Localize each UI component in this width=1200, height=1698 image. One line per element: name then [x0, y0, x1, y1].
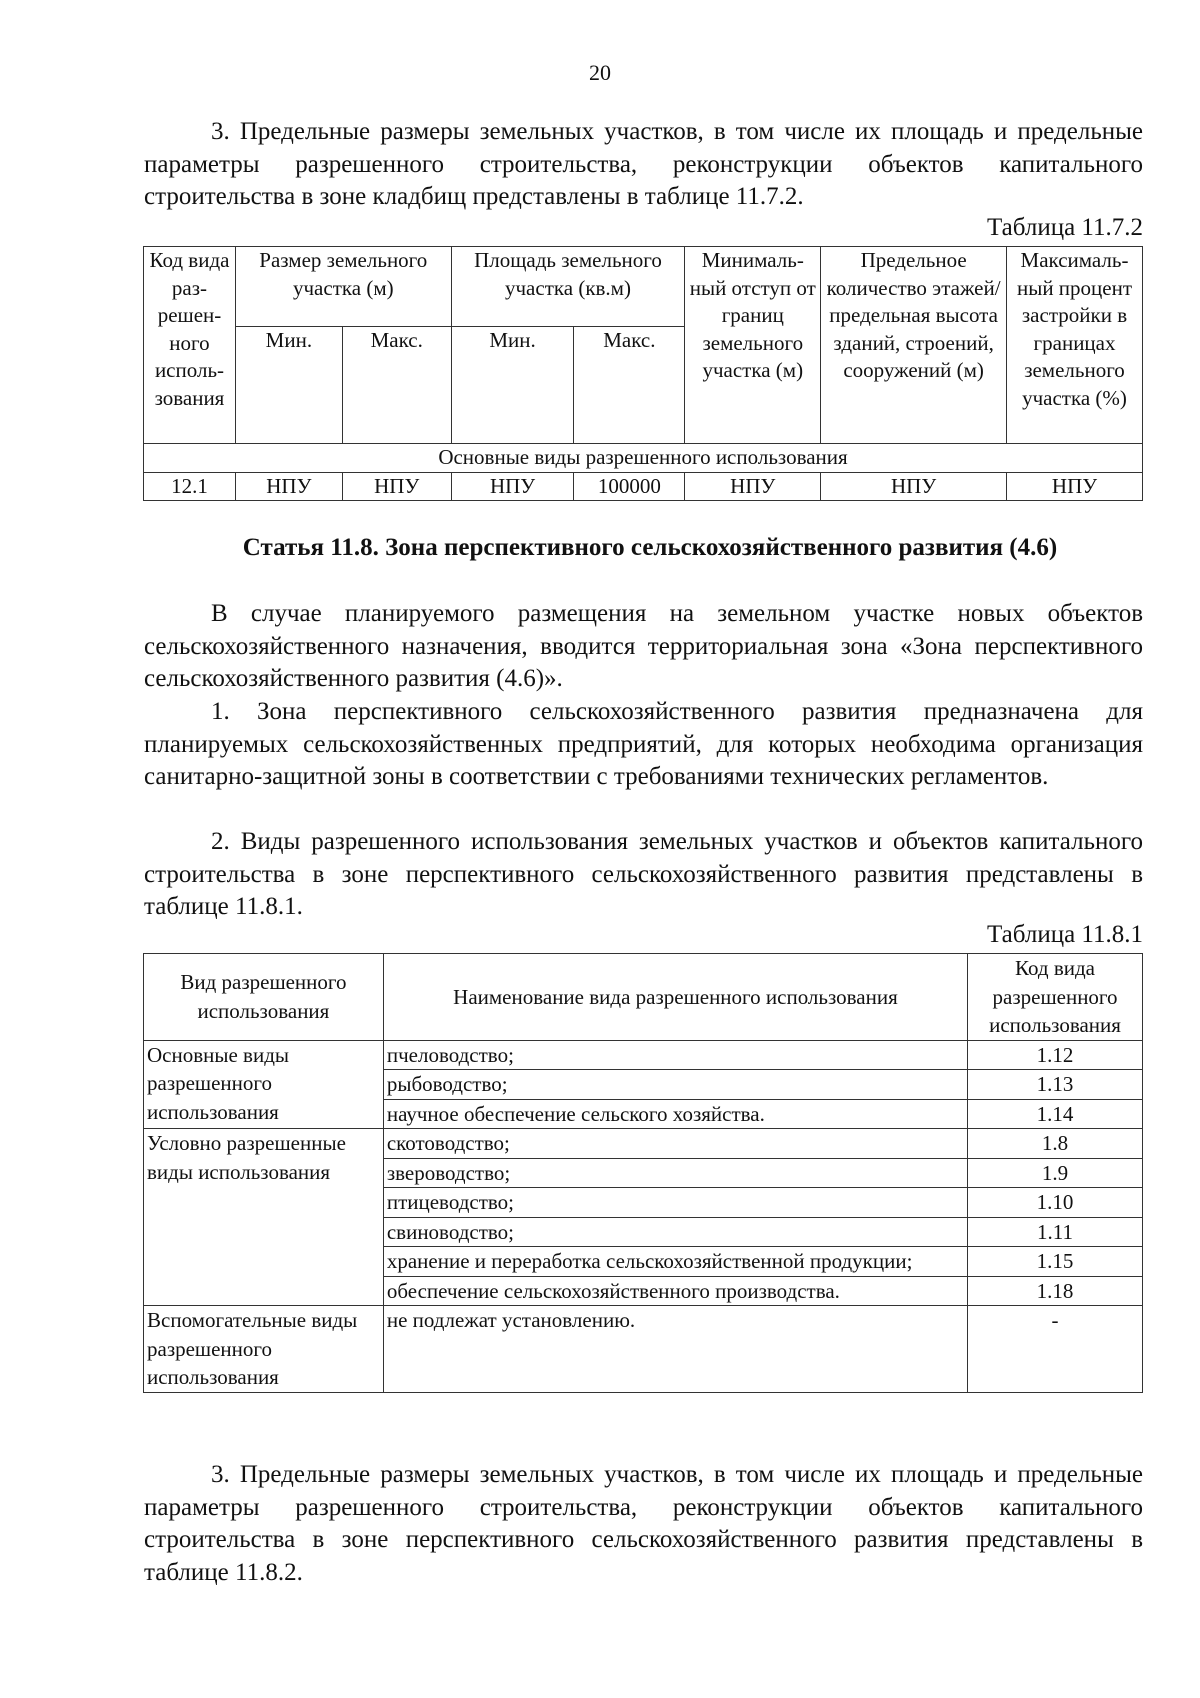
header-kind: Вид разрешенного использования	[144, 954, 384, 1041]
cell-code: 12.1	[144, 472, 236, 501]
paragraph-intro	[144, 598, 1143, 696]
header-name: Наименование вида разрешенного использования	[383, 954, 967, 1041]
cell-code: 1.18	[968, 1276, 1143, 1306]
header-code: Код вида разрешенного использования	[968, 954, 1143, 1041]
table-row	[144, 1306, 1143, 1393]
paragraph-text: 3. Предельные размеры земельных участков, в том числе их площадь и предельные параметры разрешенного строительства, реконструкции объектов капитального строительства в зоне перспективного сельскохозяйственного развития представлены в таблице 11.8.2.	[144, 1461, 1143, 1586]
cell-name: пчеловодство;	[383, 1040, 967, 1070]
group-main: Основные виды разрешенного использования	[144, 1040, 384, 1129]
cell-size-max: НПУ	[342, 472, 451, 501]
table-row	[144, 472, 1143, 501]
cell-name: свиноводство;	[383, 1217, 967, 1247]
table-11-7-2	[143, 246, 1143, 501]
paragraph-purpose	[144, 696, 1143, 794]
paragraph-text: 1. Зона перспективного сельскохозяйственного развития предназначена для планируемых сельскохозяйственных предприятий, для которых необходима организация санитарно-защитной зоны в соответствии с требованиями технических регламентов.	[144, 698, 1143, 790]
header-floors: Предельное количество этажей/ предельная высота зданий, строений, сооружений (м)	[821, 247, 1007, 444]
cell-code: 1.15	[968, 1247, 1143, 1277]
cell-name: звероводство;	[383, 1158, 967, 1188]
paragraph-limits-cemetery	[144, 116, 1143, 214]
cell-area-min: НПУ	[451, 472, 574, 501]
table-11-7-2-caption: Таблица 11.7.2	[987, 214, 1143, 241]
header-size-max: Макс.	[342, 327, 451, 444]
header-size: Размер земельного участка (м)	[235, 247, 451, 327]
cell-code: 1.8	[968, 1129, 1143, 1159]
paragraph-text: В случае планируемого размещения на земельном участке новых объектов сельскохозяйственного назначения, вводится территориальная зона «Зона перспективного сельскохозяйственного развития (4.6)».	[144, 600, 1143, 692]
cell-name: не подлежат установлению.	[383, 1306, 967, 1393]
paragraph-uses	[144, 826, 1143, 924]
cell-code: 1.10	[968, 1188, 1143, 1218]
cell-size-min: НПУ	[235, 472, 342, 501]
article-heading: Статья 11.8. Зона перспективного сельскохозяйственного развития (4.6)	[242, 534, 1058, 561]
header-area: Площадь земельного участка (кв.м)	[451, 247, 685, 327]
cell-offset: НПУ	[685, 472, 821, 501]
cell-code: 1.12	[968, 1040, 1143, 1070]
cell-name: скотоводство;	[383, 1129, 967, 1159]
header-size-min: Мин.	[235, 327, 342, 444]
cell-name: птицеводство;	[383, 1188, 967, 1218]
table-row	[144, 1040, 1143, 1070]
cell-code: 1.13	[968, 1070, 1143, 1100]
group-conditional: Условно разрешенные виды использования	[144, 1129, 384, 1306]
table-11-8-1-caption: Таблица 11.8.1	[987, 921, 1143, 948]
header-max-percent: Максималь-ный процент застройки в границах земельного участка (%)	[1007, 247, 1143, 444]
paragraph-text: 3. Предельные размеры земельных участков, в том числе их площадь и предельные параметры разрешенного строительства, реконструкции объектов капитального строительства в зоне кладбищ представлены в таблице 11.7.2.	[144, 118, 1143, 210]
header-code: Код вида раз-решен-ного исполь-зования	[144, 247, 236, 444]
paragraph-text: 2. Виды разрешенного использования земельных участков и объектов капитального строительства в зоне перспективного сельскохозяйственного развития представлены в таблице 11.8.1.	[144, 828, 1143, 920]
cell-name: хранение и переработка сельскохозяйственной продукции;	[383, 1247, 967, 1277]
page-number: 20	[589, 60, 611, 85]
cell-area-max: 100000	[574, 472, 685, 501]
cell-code: 1.11	[968, 1217, 1143, 1247]
cell-name: обеспечение сельскохозяйственного производства.	[383, 1276, 967, 1306]
group-auxiliary: Вспомогательные виды разрешенного использования	[144, 1306, 384, 1393]
header-min-offset: Минималь-ный отступ от границ земельного участка (м)	[685, 247, 821, 444]
cell-percent: НПУ	[1007, 472, 1143, 501]
header-area-max: Макс.	[574, 327, 685, 444]
table-row	[144, 1129, 1143, 1159]
paragraph-limits-agri	[144, 1459, 1143, 1589]
cell-code: 1.9	[968, 1158, 1143, 1188]
section-main-uses: Основные виды разрешенного использования	[144, 444, 1143, 473]
cell-name: рыбоводство;	[383, 1070, 967, 1100]
cell-floors: НПУ	[821, 472, 1007, 501]
header-area-min: Мин.	[451, 327, 574, 444]
table-11-8-1	[143, 953, 1143, 1393]
cell-code: 1.14	[968, 1099, 1143, 1129]
cell-code: -	[968, 1306, 1143, 1393]
cell-name: научное обеспечение сельского хозяйства.	[383, 1099, 967, 1129]
